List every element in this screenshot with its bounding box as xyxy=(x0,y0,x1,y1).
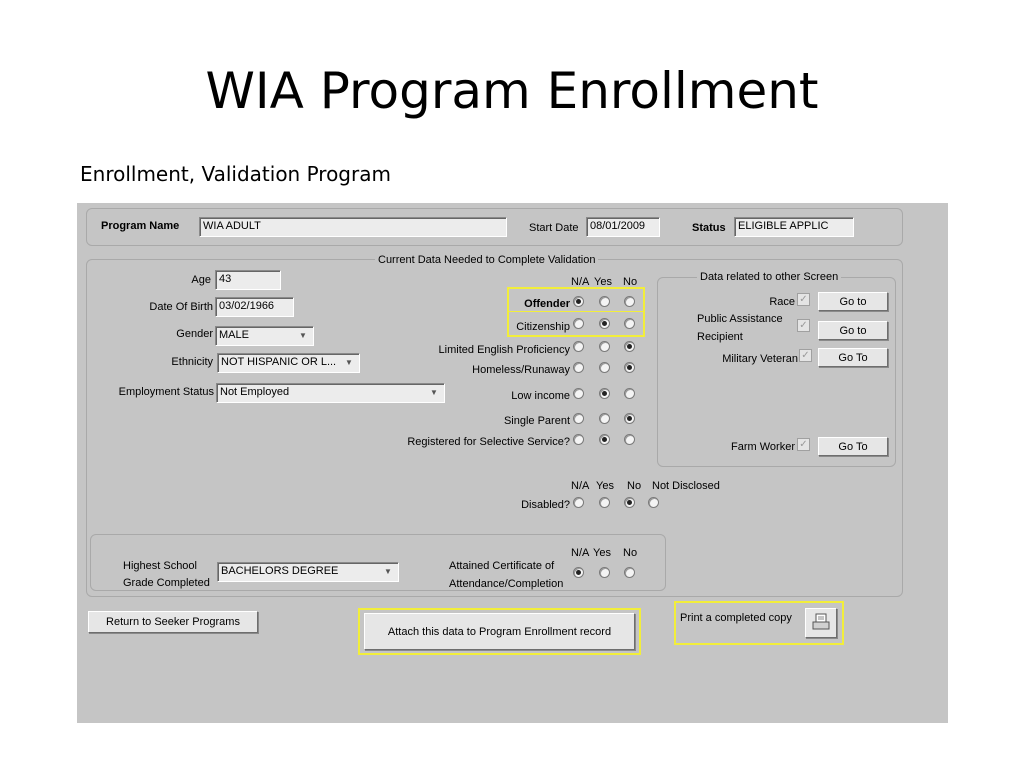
disabled-col-no: No xyxy=(627,480,642,492)
race-checkbox[interactable]: ✓ xyxy=(797,293,810,306)
employment-status-value: Not Employed xyxy=(220,386,290,398)
disabled-col-na: N/A xyxy=(571,480,590,492)
application-window xyxy=(77,203,948,723)
disabled-col-yes: Yes xyxy=(596,480,614,492)
print-label: Print a completed copy xyxy=(680,612,792,624)
program-name-label: Program Name xyxy=(101,220,180,232)
employment-status-label: Employment Status xyxy=(118,386,214,398)
disabled-na-radio[interactable] xyxy=(573,497,584,508)
selective-service-yes-radio[interactable] xyxy=(599,434,610,445)
status-label: Status xyxy=(692,222,726,234)
low-income-no-radio[interactable] xyxy=(624,388,635,399)
program-name-field[interactable]: WIA ADULT xyxy=(199,217,507,237)
validation-legend: Current Data Needed to Complete Validation xyxy=(375,254,598,266)
dob-field[interactable]: 03/02/1966 xyxy=(215,297,294,317)
cert-col-no: No xyxy=(623,547,638,559)
attach-to-enrollment-button[interactable]: Attach this data to Program Enrollment record xyxy=(364,613,635,650)
farm-worker-checkbox[interactable]: ✓ xyxy=(797,438,810,451)
single-parent-na-radio[interactable] xyxy=(573,413,584,424)
cert-col-na: N/A xyxy=(571,547,590,559)
status-field[interactable]: ELIGIBLE APPLIC xyxy=(734,217,854,237)
public-assistance-label: Public Assistance xyxy=(697,313,783,325)
limited-english-label: Limited English Proficiency xyxy=(438,344,570,356)
limited-english-no-radio[interactable] xyxy=(624,341,635,352)
highest-school-value: BACHELORS DEGREE xyxy=(221,565,339,577)
col-yes-header: Yes xyxy=(594,276,612,288)
disabled-col-not-disclosed: Not Disclosed xyxy=(652,480,720,492)
disabled-label: Disabled? xyxy=(521,499,570,511)
gender-value: MALE xyxy=(219,329,249,341)
attained-cert-label: Attained Certificate of xyxy=(449,560,555,572)
farm-worker-goto-button[interactable]: Go To xyxy=(818,437,888,456)
ethnicity-label: Ethnicity xyxy=(171,356,213,368)
low-income-na-radio[interactable] xyxy=(573,388,584,399)
start-date-label: Start Date xyxy=(529,222,579,234)
employment-status-select[interactable] xyxy=(216,383,445,403)
cert-no-radio[interactable] xyxy=(624,567,635,578)
disabled-no-radio[interactable] xyxy=(624,497,635,508)
military-veteran-goto-button[interactable]: Go To xyxy=(818,348,888,367)
highest-school-select[interactable] xyxy=(217,562,399,582)
homeless-no-radio[interactable] xyxy=(624,362,635,373)
chevron-down-icon: ▼ xyxy=(384,567,392,576)
age-label: Age xyxy=(191,274,211,286)
ethnicity-select[interactable] xyxy=(217,353,360,373)
disabled-yes-radio[interactable] xyxy=(599,497,610,508)
limited-english-na-radio[interactable] xyxy=(573,341,584,352)
military-veteran-label: Military Veteran xyxy=(722,353,798,365)
grade-completed-label: Grade Completed xyxy=(123,577,210,589)
single-parent-no-radio[interactable] xyxy=(624,413,635,424)
selective-service-na-radio[interactable] xyxy=(573,434,584,445)
military-veteran-checkbox[interactable]: ✓ xyxy=(799,349,812,362)
printer-icon xyxy=(811,612,831,632)
col-no-header: No xyxy=(623,276,638,288)
homeless-na-radio[interactable] xyxy=(573,362,584,373)
chevron-down-icon: ▼ xyxy=(430,388,438,397)
citizenship-label: Citizenship xyxy=(516,321,570,333)
race-goto-button[interactable]: Go to xyxy=(818,292,888,311)
attendance-completion-label: Attendance/Completion xyxy=(449,578,564,590)
public-assistance-checkbox[interactable]: ✓ xyxy=(797,319,810,332)
print-button[interactable] xyxy=(805,608,837,638)
slide-subtitle: Enrollment, Validation Program xyxy=(80,162,391,186)
low-income-yes-radio[interactable] xyxy=(599,388,610,399)
low-income-label: Low income xyxy=(511,390,570,402)
return-to-seeker-programs-button[interactable]: Return to Seeker Programs xyxy=(88,611,258,633)
single-parent-yes-radio[interactable] xyxy=(599,413,610,424)
start-date-field[interactable]: 08/01/2009 xyxy=(586,217,660,237)
cert-yes-radio[interactable] xyxy=(599,567,610,578)
gender-label: Gender xyxy=(176,328,213,340)
cert-na-radio[interactable] xyxy=(573,567,584,578)
disabled-not-disclosed-radio[interactable] xyxy=(648,497,659,508)
race-label: Race xyxy=(769,296,795,308)
limited-english-yes-radio[interactable] xyxy=(599,341,610,352)
dob-label: Date Of Birth xyxy=(149,301,213,313)
highest-school-label: Highest School xyxy=(123,560,197,572)
col-na-header: N/A xyxy=(571,276,590,288)
public-assistance-label-2: Recipient xyxy=(697,331,743,343)
chevron-down-icon: ▼ xyxy=(299,331,307,340)
chevron-down-icon: ▼ xyxy=(345,358,353,367)
slide-title: WIA Program Enrollment xyxy=(205,62,819,120)
cert-col-yes: Yes xyxy=(593,547,611,559)
other-screen-legend: Data related to other Screen xyxy=(697,271,841,283)
farm-worker-label: Farm Worker xyxy=(731,441,795,453)
ethnicity-value: NOT HISPANIC OR L... xyxy=(221,356,337,368)
gender-select[interactable] xyxy=(215,326,314,346)
selective-service-label: Registered for Selective Service? xyxy=(407,436,570,448)
offender-label: Offender xyxy=(524,298,570,310)
selective-service-no-radio[interactable] xyxy=(624,434,635,445)
single-parent-label: Single Parent xyxy=(503,415,570,427)
public-assistance-goto-button[interactable]: Go to xyxy=(818,321,888,340)
offender-citizenship-divider xyxy=(507,311,645,312)
homeless-label: Homeless/Runaway xyxy=(472,364,570,376)
homeless-yes-radio[interactable] xyxy=(599,362,610,373)
age-field[interactable]: 43 xyxy=(215,270,281,290)
offender-citizenship-highlight xyxy=(507,287,645,337)
